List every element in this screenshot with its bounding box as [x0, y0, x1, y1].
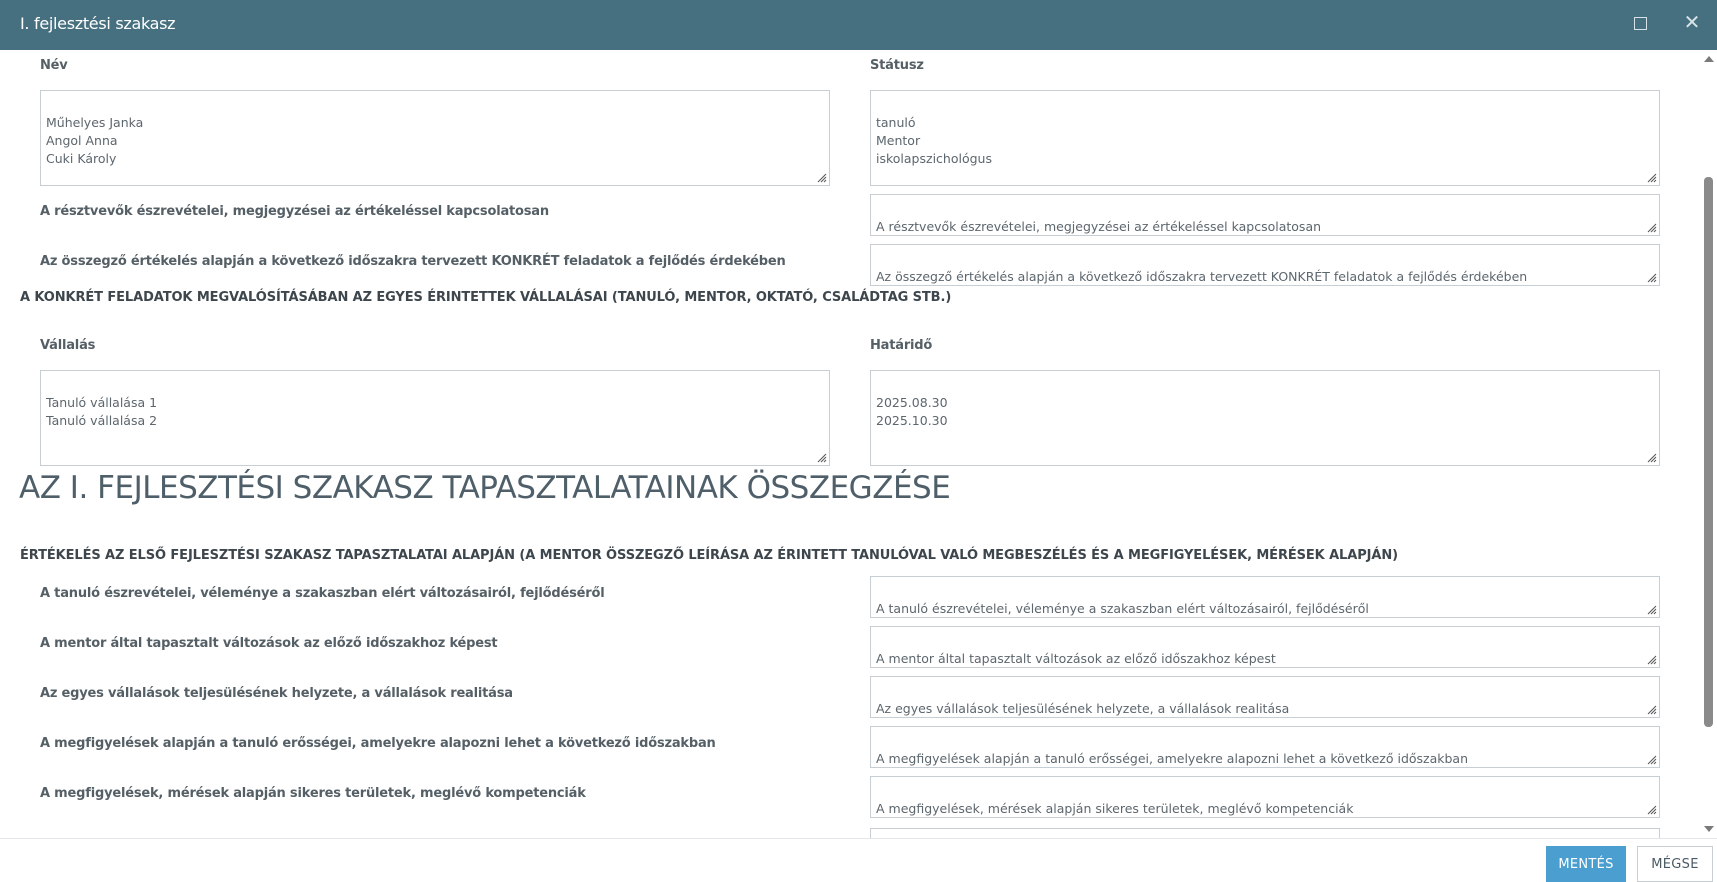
resize-handle-icon[interactable]: [1647, 173, 1657, 183]
eval-row-textarea[interactable]: [870, 776, 1660, 818]
resize-handle-icon[interactable]: [817, 453, 827, 463]
eval-row-value: A tanuló észrevételei, véleménye a szakaszban elért változásairól, fejlődéséről: [876, 601, 1369, 616]
eval-row-label: A megfigyelések alapján a tanuló erősségei, amelyekre alapozni lehet a következő időszakban: [40, 736, 716, 751]
eszrevetelek-textarea[interactable]: [870, 194, 1660, 236]
resize-handle-icon[interactable]: [1647, 705, 1657, 715]
eval-row-textarea[interactable]: [870, 726, 1660, 768]
eval-row-label: Az egyes vállalások teljesülésének helyzete, a vállalások realitása: [40, 686, 513, 701]
vallalas-label: Vállalás: [40, 338, 96, 353]
save-button[interactable]: MENTÉS: [1546, 846, 1626, 882]
eval-row-label: A mentor által tapasztalt változások az előző időszakhoz képest: [40, 636, 498, 651]
hatarido-textarea[interactable]: [870, 370, 1660, 466]
eval-row-value: Az egyes vállalások teljesülésének helyzete, a vállalások realitása: [876, 701, 1290, 716]
eval-row-textarea[interactable]: [870, 576, 1660, 618]
osszegzes-title: AZ I. FEJLESZTÉSI SZAKASZ TAPASZTALATAINAK ÖSSZEGZÉSE: [19, 470, 951, 506]
dialog-footer: [0, 838, 1717, 882]
dialog-title: I. fejlesztési szakasz: [20, 14, 176, 33]
nev-textarea[interactable]: [40, 90, 830, 186]
scroll-up-icon[interactable]: [1704, 56, 1714, 62]
eszrevetelek-value: A résztvevők észrevételei, megjegyzései az értékeléssel kapcsolatosan: [876, 219, 1322, 234]
hatarido-label: Határidő: [870, 338, 933, 353]
eval-row-value: A megfigyelések, mérések alapján sikeres területek, meglévő kompetenciák: [876, 801, 1354, 816]
dialog-content: [0, 50, 1700, 838]
maximize-icon[interactable]: [1634, 17, 1647, 30]
vallalasok-section-heading: A KONKRÉT FELADATOK MEGVALÓSÍTÁSÁBAN AZ EGYES ÉRINTETTEK VÁLLALÁSAI (TANULÓ, MENTOR, OKTATÓ, CSALÁDTAG STB.): [20, 290, 952, 305]
resize-handle-icon[interactable]: [1647, 605, 1657, 615]
eval-row-textarea[interactable]: [870, 626, 1660, 668]
resize-handle-icon[interactable]: [1647, 805, 1657, 815]
resize-handle-icon[interactable]: [817, 173, 827, 183]
statusz-label: Státusz: [870, 58, 924, 73]
nev-value: Műhelyes Janka Angol Anna Cuki Károly: [46, 115, 144, 166]
feladatok-textarea[interactable]: [870, 244, 1660, 286]
eval-row-value: A megfigyelések alapján a tanuló erősségei, amelyekre alapozni lehet a következő időszakban: [876, 751, 1469, 766]
feladatok-label: Az összegző értékelés alapján a következő időszakra tervezett KONKRÉT feladatok a fejlődés érdekében: [40, 254, 786, 269]
scrollbar-thumb[interactable]: [1704, 177, 1713, 727]
close-icon[interactable]: ✕: [1683, 10, 1701, 34]
eval-row-value: A mentor által tapasztalt változások az előző időszakhoz képest: [876, 651, 1276, 666]
nev-label: Név: [40, 58, 68, 73]
resize-handle-icon[interactable]: [1647, 453, 1657, 463]
feladatok-value: Az összegző értékelés alapján a következő időszakra tervezett KONKRÉT feladatok a fejlődés érdekében: [876, 269, 1528, 284]
cancel-button[interactable]: MÉGSE: [1637, 846, 1713, 882]
resize-handle-icon[interactable]: [1647, 755, 1657, 765]
eval-row-textarea[interactable]: [870, 676, 1660, 718]
resize-handle-icon[interactable]: [1647, 223, 1657, 233]
eval-row-label: A megfigyelések, mérések alapján sikeres területek, meglévő kompetenciák: [40, 786, 586, 801]
resize-handle-icon[interactable]: [1647, 655, 1657, 665]
ertekeles-section-heading: ÉRTÉKELÉS AZ ELSŐ FEJLESZTÉSI SZAKASZ TAPASZTALATAI ALAPJÁN (A MENTOR ÖSSZEGZŐ LEÍRÁSA AZ ÉRINTETT TANULÓVAL VALÓ MEGBESZÉLÉS ÉS A MEGFIGYELÉSEK, MÉRÉSEK ALAPJÁN): [20, 548, 1398, 563]
statusz-textarea[interactable]: [870, 90, 1660, 186]
statusz-value: tanuló Mentor iskolapszichológus: [876, 115, 992, 166]
vallalas-value: Tanuló vállalása 1 Tanuló vállalása 2: [46, 395, 158, 428]
scroll-down-icon[interactable]: [1704, 826, 1714, 832]
resize-handle-icon[interactable]: [1647, 273, 1657, 283]
eszrevetelek-label: A résztvevők észrevételei, megjegyzései az értékeléssel kapcsolatosan: [40, 204, 549, 219]
hatarido-value: 2025.08.30 2025.10.30: [876, 395, 948, 428]
dialog-titlebar: [0, 0, 1717, 50]
eval-row-label: A tanuló észrevételei, véleménye a szakaszban elért változásairól, fejlődéséről: [40, 586, 605, 601]
vallalas-textarea[interactable]: [40, 370, 830, 466]
vertical-scrollbar[interactable]: [1700, 50, 1717, 838]
